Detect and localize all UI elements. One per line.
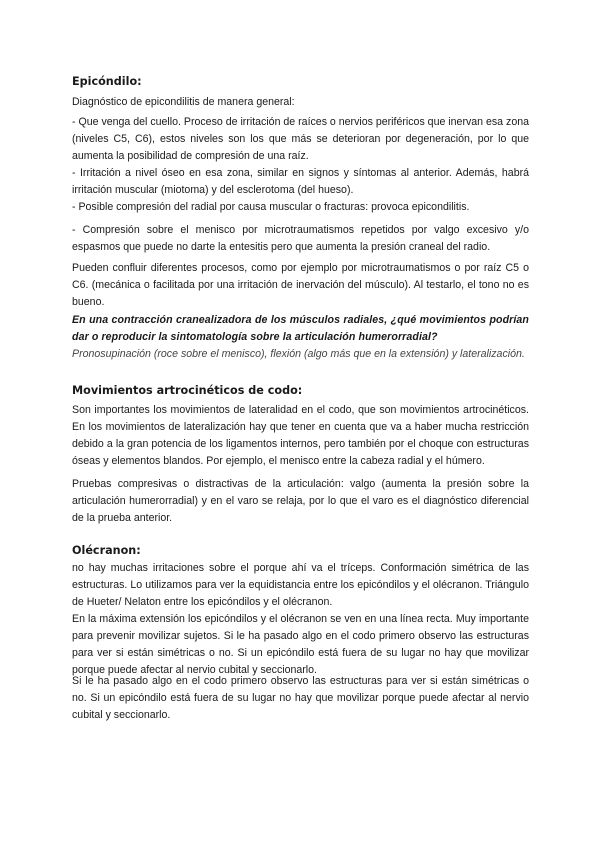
epicondilo-question: En una contracción cranealizadora de los músculos radiales, ¿qué movimientos podrían dar o reproducir la sintomatología sobre la articulación humerorradial? xyxy=(72,314,529,343)
movimientos-paragraph-2: Pruebas compresivas o distractivas de la articulación: valgo (aumenta la presión sobre la articulación humerorradial) y en el varo se relaja, por lo que el varo es el diagnóstico diferencial de la prueba anterior. xyxy=(72,478,529,524)
epicondilo-answer: Pronosupinación (roce sobre el menisco), flexión (algo más que en la extensión) y lateralización. xyxy=(72,348,525,360)
epicondilo-bullet-1: - Que venga del cuello. Proceso de irritación de raíces o nervios periféricos que inervan esa zona (niveles C5, C6), estos niveles son los que más se deterioran por degeneración, por lo que aumenta la posibilidad de compresión de una raíz. xyxy=(72,116,529,162)
epicondilo-closing: Pueden confluir diferentes procesos, como por ejemplo por microtraumatismos o por raíz C5 o C6. (mecánica o facilitada por una irritación de inervación del músculo). Al testarlo, el tono no es bueno. xyxy=(72,262,529,308)
section-heading-epicondilo: Epicóndilo: xyxy=(72,75,142,88)
olecranon-paragraph-2: En la máxima extensión los epicóndilos y el olécranon se ven en una línea recta. Muy importante para prevenir movilizar sujetos. Si le ha pasado algo en el codo primero observo las estructuras para ver si están simétricas o no. Si un epicóndilo está fuera de su lugar no hay que movilizar porque puede afectar al nervio cubital y seccionarlo. xyxy=(72,613,529,676)
olecranon-paragraph-3: Si le ha pasado algo en el codo primero observo las estructuras para ver si están simétricas o no. Si un epicóndilo está fuera de su lugar no hay que movilizar porque puede afectar al nervio cubital y seccionarlo. xyxy=(72,675,529,721)
epicondilo-intro: Diagnóstico de epicondilitis de manera general: xyxy=(72,96,295,108)
section-heading-olecranon: Olécranon: xyxy=(72,544,141,557)
movimientos-paragraph-1: Son importantes los movimientos de lateralidad en el codo, que son movimientos artrocinéticos. En los movimientos de lateralización hay que tener en cuenta que va a haber mucha restricción debido a la gran potencia de los ligamentos internos, pero también por el choque con estructuras óseas y elementos blandos. Por ejemplo, el menisco entre la cabeza radial y el húmero. xyxy=(72,404,529,467)
epicondilo-bullet-2: - Irritación a nivel óseo en esa zona, similar en signos y síntomas al anterior. Además, habrá irritación muscular (miotoma) y del esclerotoma (del hueso). xyxy=(72,167,529,196)
olecranon-paragraph-1: no hay muchas irritaciones sobre el porque ahí va el tríceps. Conformación simétrica de las estructuras. Lo utilizamos para ver la equidistancia entre los epicóndilos y el olécranon. Triángulo de Hueter/ Nelaton entre los epicóndilos y el olécranon. xyxy=(72,562,529,608)
epicondilo-bullet-3: - Posible compresión del radial por causa muscular o fracturas: provoca epicondilitis. xyxy=(72,201,470,213)
epicondilo-bullet-4: - Compresión sobre el menisco por microtraumatismos repetidos por valgo excesivo y/o espasmos que puede no darte la entesitis pero que aumenta la presión craneal del radio. xyxy=(72,224,529,253)
section-heading-movimientos: Movimientos artrocinéticos de codo: xyxy=(72,384,303,397)
